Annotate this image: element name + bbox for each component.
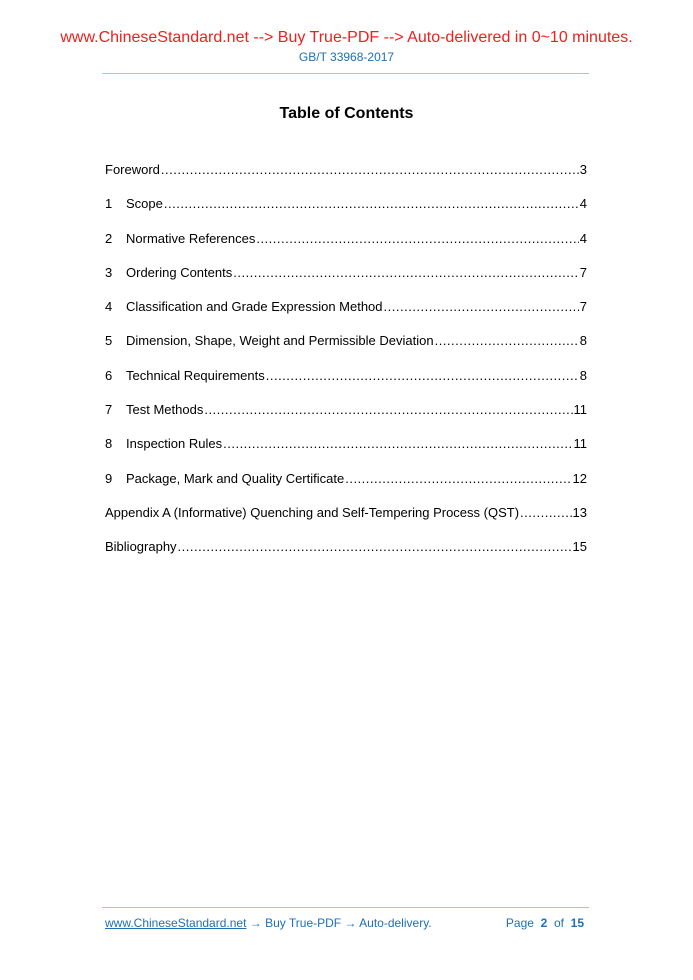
page-total: 15	[570, 916, 584, 930]
toc-entry[interactable]	[105, 400, 587, 434]
toc-dot-leader	[435, 331, 579, 351]
toc-entry[interactable]	[105, 469, 587, 503]
toc-dot-leader	[266, 366, 579, 386]
toc-entry-page: 11	[573, 436, 587, 452]
toc-entry[interactable]	[105, 331, 587, 365]
toc-list	[105, 160, 587, 572]
toc-dot-leader	[164, 194, 579, 214]
toc-entry-number: 2	[105, 230, 113, 246]
toc-entry-label: Inspection Rules	[126, 436, 223, 452]
footer-site-link[interactable]: www.ChineseStandard.net	[105, 916, 247, 930]
toc-dot-leader	[161, 160, 579, 180]
toc-dot-leader	[223, 434, 572, 454]
toc-dot-leader	[204, 400, 572, 420]
toc-entry-label: Dimension, Shape, Weight and Permissible Deviation	[126, 333, 434, 349]
toc-entry-label: Appendix A (Informative) Quenching and Self-Tempering Process (QST)	[105, 504, 520, 520]
document-id: GB/T 33968-2017	[298, 50, 395, 64]
toc-entry[interactable]	[105, 434, 587, 468]
toc-entry[interactable]	[105, 263, 587, 297]
arrow-icon: →	[249, 916, 262, 930]
arrow-icon: →	[344, 916, 357, 930]
toc-entry-label: Scope	[126, 196, 163, 212]
toc-entry-page: 4	[579, 196, 587, 212]
footer-delivery-text: Auto-delivery.	[359, 916, 432, 930]
toc-entry-number: 8	[105, 436, 113, 452]
page-indicator	[506, 915, 584, 931]
toc-entry-page: 11	[573, 402, 587, 418]
toc-entry-page: 7	[579, 264, 587, 280]
toc-entry[interactable]	[105, 297, 587, 331]
toc-dot-leader	[178, 537, 572, 557]
toc-entry-number: 4	[105, 299, 113, 315]
toc-entry-label: Ordering Contents	[126, 264, 233, 280]
toc-entry-number: 3	[105, 264, 113, 280]
toc-entry-label: Test Methods	[126, 402, 204, 418]
toc-dot-leader	[384, 297, 579, 317]
toc-entry-page: 3	[579, 162, 587, 177]
of-label: of	[553, 916, 564, 930]
toc-entry[interactable]	[105, 503, 587, 537]
toc-entry-label: Foreword	[105, 162, 160, 177]
toc-entry-label: Normative References	[126, 230, 256, 246]
toc-entry-page: 8	[579, 333, 587, 349]
toc-entry[interactable]	[105, 366, 587, 400]
toc-dot-leader	[520, 503, 572, 523]
toc-entry-number: 1	[105, 196, 113, 212]
toc-entry-label: Package, Mark and Quality Certificate	[126, 470, 345, 486]
toc-dot-leader	[256, 229, 578, 249]
toc-entry[interactable]	[105, 194, 587, 228]
toc-entry-label: Bibliography	[105, 539, 177, 555]
toc-entry-page: 12	[572, 470, 587, 486]
toc-entry-page: 13	[572, 504, 587, 520]
toc-entry-number: 9	[105, 470, 113, 486]
toc-dot-leader	[345, 469, 571, 489]
promo-banner: www.ChineseStandard.net --> Buy True-PDF --> Auto-delivered in 0~10 minutes.	[60, 29, 633, 46]
footer-promo	[105, 915, 432, 931]
footer-buy-text: Buy True-PDF	[265, 916, 342, 930]
toc-entry-number: 7	[105, 402, 113, 418]
header-divider	[102, 73, 589, 74]
footer-divider	[102, 907, 589, 908]
toc-dot-leader	[233, 263, 579, 283]
toc-entry-number: 5	[105, 333, 113, 349]
toc-entry-page: 4	[579, 230, 587, 246]
page-title: Table of Contents	[279, 105, 414, 122]
page-label: Page	[505, 916, 534, 930]
toc-entry-label: Technical Requirements	[126, 367, 265, 383]
toc-entry-page: 8	[579, 367, 587, 383]
toc-entry-page: 7	[579, 299, 587, 315]
toc-entry-label: Classification and Grade Expression Method	[126, 299, 383, 315]
toc-entry[interactable]	[105, 160, 587, 194]
toc-entry[interactable]	[105, 229, 587, 263]
toc-entry[interactable]	[105, 537, 587, 571]
toc-entry-number: 6	[105, 367, 113, 383]
toc-entry-page: 15	[572, 539, 587, 555]
page-current: 2	[540, 916, 548, 930]
